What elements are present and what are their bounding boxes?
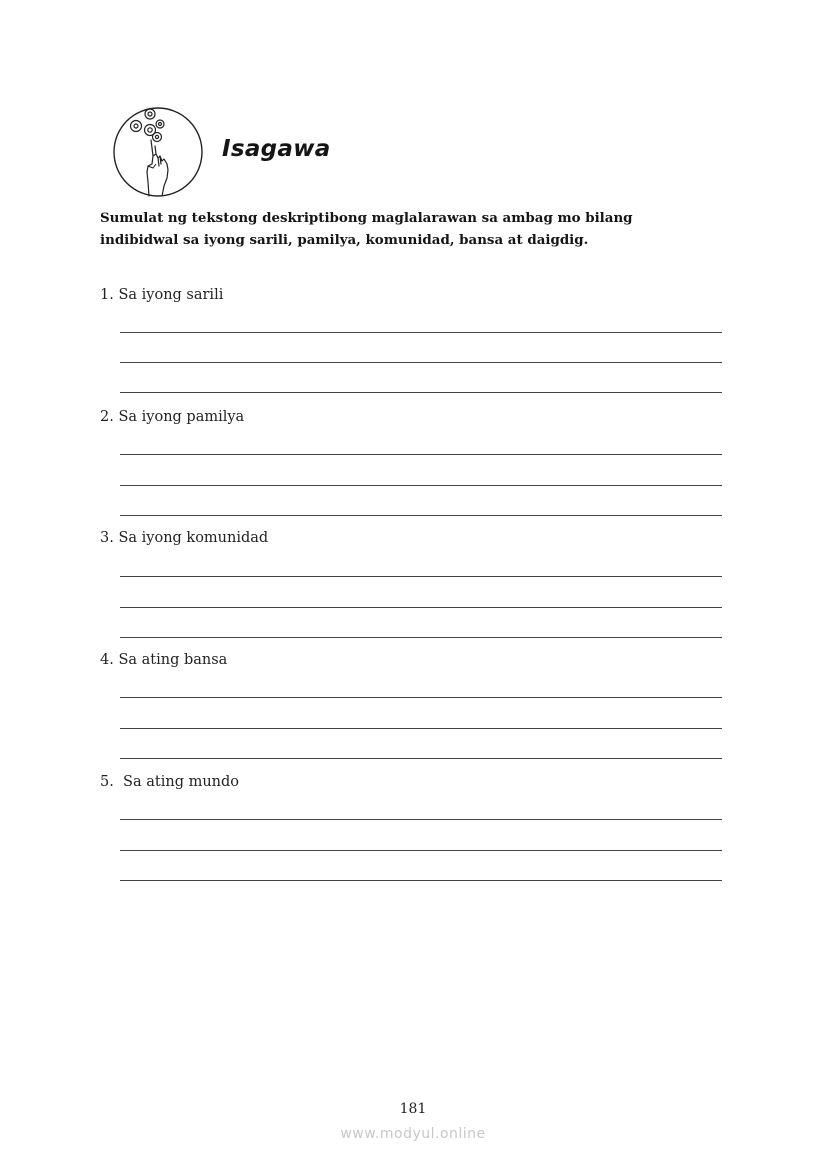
section-title: Isagawa xyxy=(222,136,331,162)
answer-line[interactable] xyxy=(120,392,722,393)
answer-line[interactable] xyxy=(120,362,722,363)
instructions-text: Sumulat ng tekstong deskriptibong maglalarawan sa ambag mo bilang indibidwal sa iyong sarili, pamilya, komunidad, bansa at daigdig. xyxy=(100,210,633,248)
answer-item-bansa xyxy=(100,652,724,668)
answer-line[interactable] xyxy=(120,607,722,608)
answer-line[interactable] xyxy=(120,515,722,516)
item-label: 4. Sa ating bansa xyxy=(100,652,228,668)
answer-item-mundo xyxy=(100,774,724,790)
answer-line[interactable] xyxy=(120,758,722,759)
answer-line[interactable] xyxy=(120,454,722,455)
answer-line[interactable] xyxy=(120,576,722,577)
answer-line[interactable] xyxy=(120,880,722,881)
answer-line[interactable] xyxy=(120,728,722,729)
hand-with-gears-icon xyxy=(112,106,204,198)
watermark: www.modyul.online xyxy=(340,1126,486,1142)
item-label: 2. Sa iyong pamilya xyxy=(100,409,245,425)
answer-line[interactable] xyxy=(120,850,722,851)
answer-line[interactable] xyxy=(120,485,722,486)
answer-item-sarili xyxy=(100,287,724,303)
answer-item-komunidad xyxy=(100,530,724,546)
page-number: 181 xyxy=(399,1101,427,1117)
item-label: 1. Sa iyong sarili xyxy=(100,287,224,303)
answer-item-pamilya xyxy=(100,409,724,425)
answer-line[interactable] xyxy=(120,697,722,698)
answer-line[interactable] xyxy=(120,819,722,820)
item-label: 5. Sa ating mundo xyxy=(100,774,240,790)
answer-line[interactable] xyxy=(120,637,722,638)
answer-line[interactable] xyxy=(120,332,722,333)
item-label: 3. Sa iyong komunidad xyxy=(100,530,269,546)
